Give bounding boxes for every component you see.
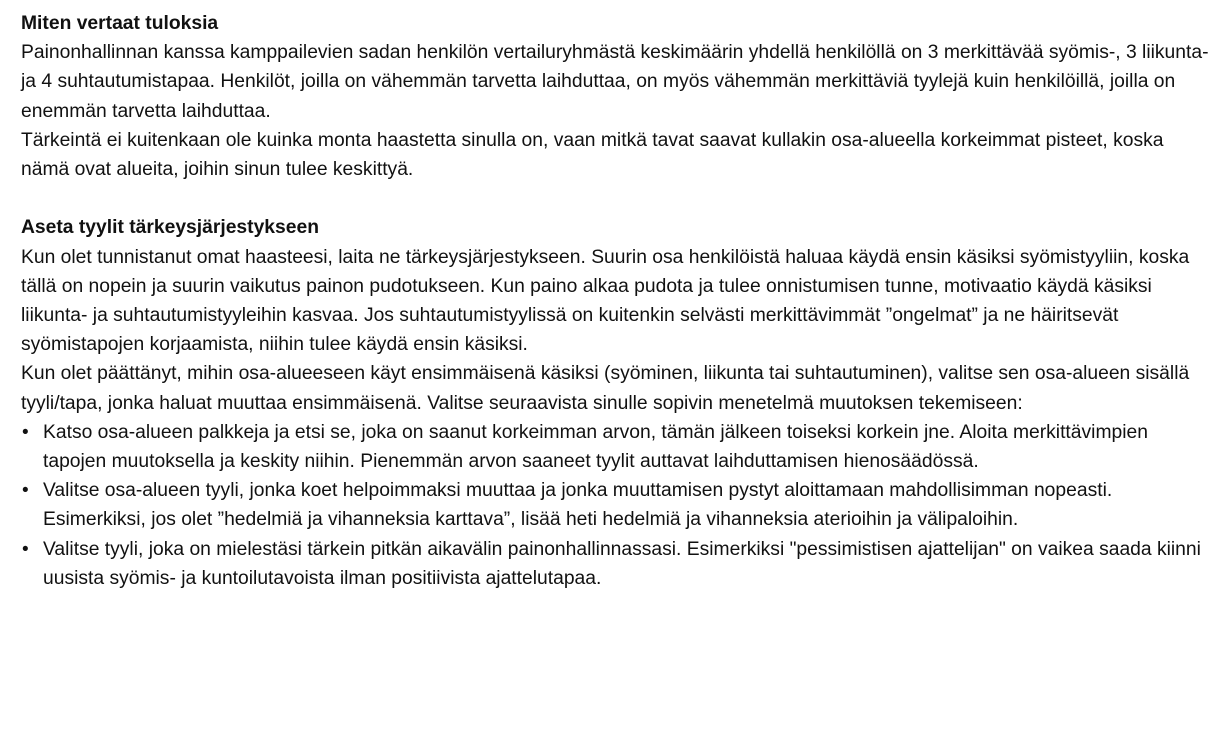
list-item bbox=[21, 535, 1216, 593]
document-body bbox=[21, 9, 1216, 593]
bullet-icon: • bbox=[22, 421, 29, 443]
section-prioritize-styles bbox=[21, 213, 1216, 593]
section-heading: Aseta tyylit tärkeysjärjestykseen bbox=[21, 217, 319, 239]
bullet-icon: • bbox=[22, 538, 29, 560]
section-spacer bbox=[21, 184, 1216, 213]
list-item-text: Valitse tyyli, joka on mielestäsi tärkein pitkän aikavälin painonhallinnassasi. Esimerkiksi "pessimistisen ajattelijan" on vaikea saada kiinni uusista syömis- ja kuntoilutavoista ilman positiivista ajattelutapaa. bbox=[43, 538, 1201, 589]
list-item-text: Valitse osa-alueen tyyli, jonka koet helpoimmaksi muuttaa ja jonka muuttamisen pystyt aloittamaan mahdollisimman nopeasti. Esimerkiksi, jos olet ”hedelmiä ja vihanneksia karttava”, lisää heti hedelmiä ja vihanneksia aterioihin ja välipaloihin. bbox=[43, 480, 1113, 531]
bullet-icon: • bbox=[22, 480, 29, 502]
section-comparing-results bbox=[21, 9, 1216, 184]
method-list bbox=[21, 418, 1216, 593]
list-item bbox=[21, 418, 1216, 476]
paragraph: Kun olet päättänyt, mihin osa-alueeseen käyt ensimmäisenä käsiksi (syöminen, liikunta tai suhtautuminen), valitse sen osa-alueen sisällä tyyli/tapa, jonka haluat muuttaa ensimmäisenä. Valitse seuraavista sinulle sopivin menetelmä muutoksen tekemiseen: bbox=[21, 363, 1190, 414]
list-item-text: Katso osa-alueen palkkeja ja etsi se, joka on saanut korkeimman arvon, tämän jälkeen toiseksi korkein jne. Aloita merkittävimpien tapojen muutoksella ja keskity niihin. Pienemmän arvon saaneet tyylit auttavat laihduttamisen hienosäädössä. bbox=[43, 421, 1148, 473]
paragraph: Tärkeintä ei kuitenkaan ole kuinka monta haastetta sinulla on, vaan mitkä tavat saavat kullakin osa-alueella korkeimmat pisteet, koska nämä ovat alueita, joihin sinun tulee keskittyä. bbox=[21, 129, 1164, 181]
paragraph: Kun olet tunnistanut omat haasteesi, laita ne tärkeysjärjestykseen. Suurin osa henkilöistä haluaa käydä ensin käsiksi syömistyyliin, koska tällä on nopein ja suurin vaikutus painon pudotukseen. Kun paino alkaa pudota ja tulee onnistumisen tunne, motivaatio käydä käsiksi liikunta- ja suhtautumistyyleihin kasvaa. Jos suhtautumistyylissä on kuitenkin selvästi merkittävimmät ”ongelmat” ja ne häiritsevät syömistapojen korjaamista, niihin tulee käydä ensin käsiksi. bbox=[21, 246, 1190, 356]
section-heading: Miten vertaat tuloksia bbox=[21, 13, 219, 34]
list-item bbox=[21, 476, 1216, 534]
paragraph: Painonhallinnan kanssa kamppailevien sadan henkilön vertailuryhmästä keskimäärin yhdellä henkilöllä on 3 merkittävää syömis-, 3 liikunta- ja 4 suhtautumistapaa. Henkilöt, joilla on vähemmän tarvetta laihduttaa, on myös vähemmän merkittäviä tyylejä kuin henkilöillä, joilla on enemmän tarvetta laihduttaa. bbox=[21, 42, 1209, 122]
